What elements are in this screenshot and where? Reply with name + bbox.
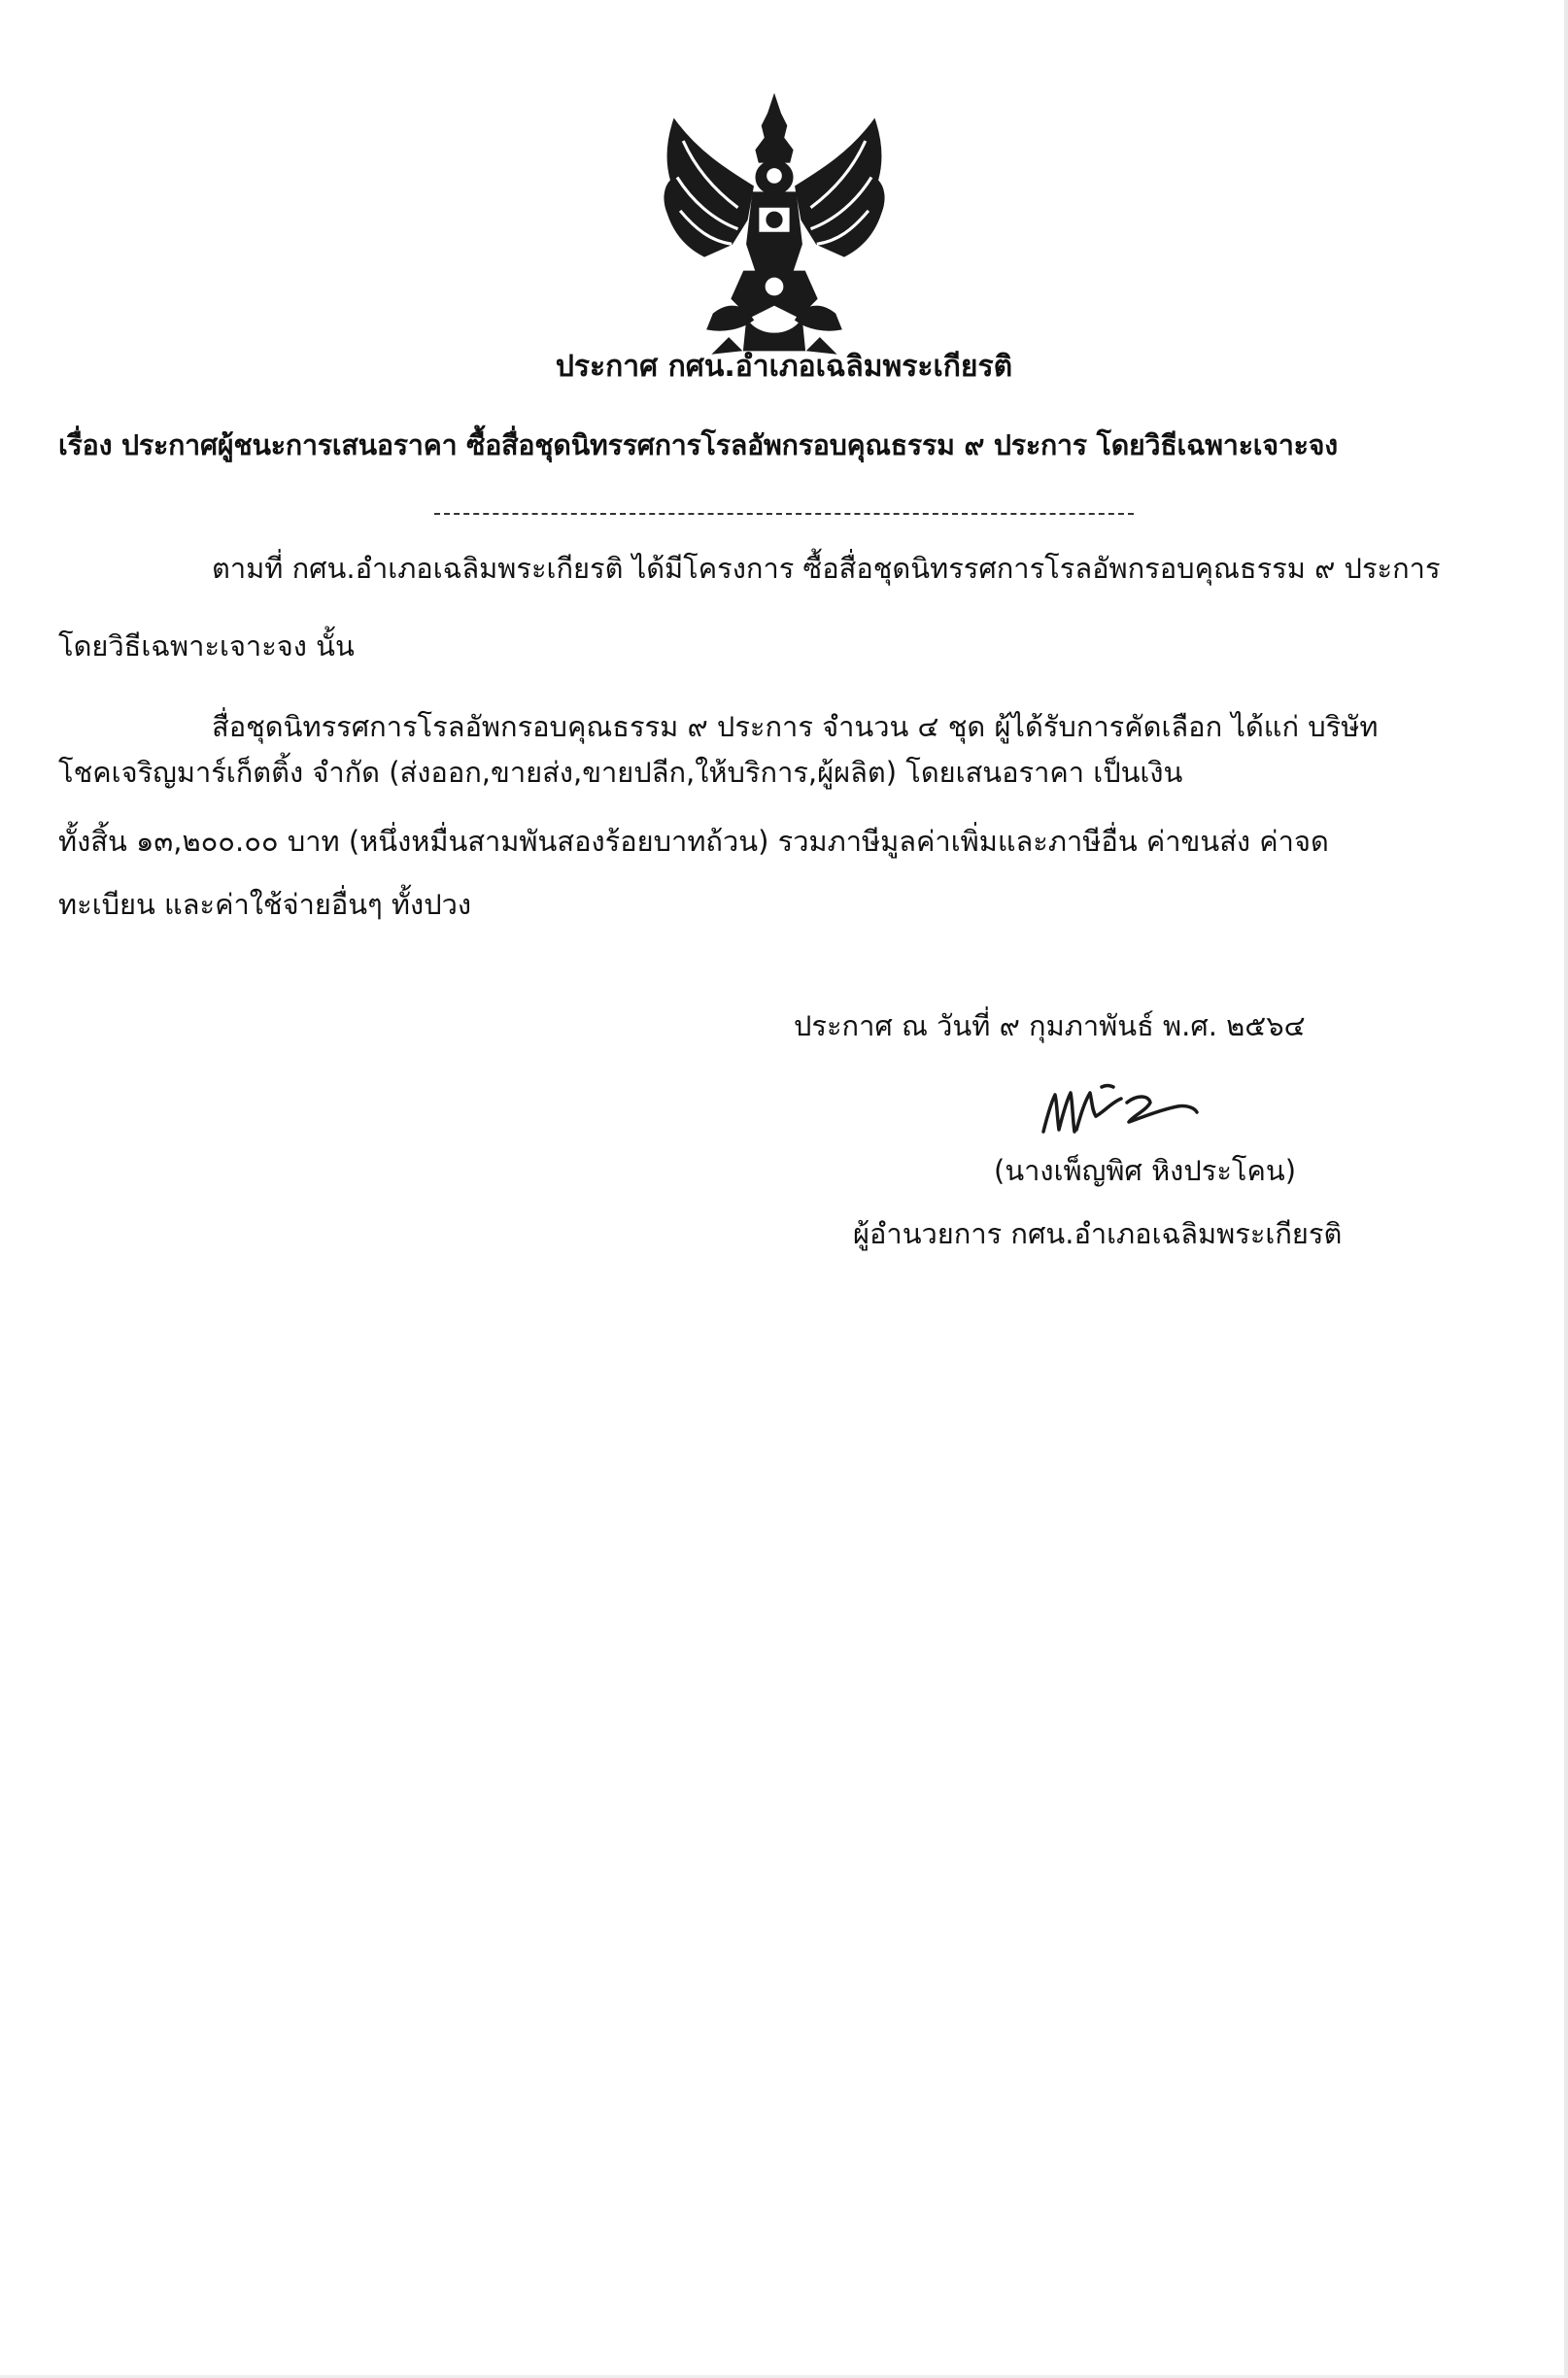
body-line: โดยวิธีเฉพาะเจาะจง นั้น <box>58 629 355 662</box>
announcement-title: ประกาศ กศน.อำเภอเฉลิมพระเกียรติ <box>555 350 1013 384</box>
signer-name: (นางเพ็ญพิศ หิงประโคน) <box>994 1154 1297 1187</box>
body-line: ตามที่ กศน.อำเภอเฉลิมพระเกียรติ ได้มีโครงการ ซื้อสื่อชุดนิทรรศการโรลอัพกรอบคุณธรรม ๙ ประการ <box>212 552 1441 585</box>
announcement-subject: เรื่อง ประกาศผู้ชนะการเสนอราคา ซื้อสื่อชุดนิทรรศการโรลอัพกรอบคุณธรรม ๙ ประการ โดยวิธีเฉพาะเจาะจง <box>58 429 1338 461</box>
body-line: ทั้งสิ้น ๑๓,๒๐๐.๐๐ บาท (หนึ่งหมื่นสามพันสองร้อยบาทถ้วน) รวมภาษีมูลค่าเพิ่มและภาษีอื่น ค่าขนส่ง ค่าจด <box>58 825 1329 858</box>
garuda-emblem-icon <box>653 92 896 359</box>
signer-position: ผู้อำนวยการ กศน.อำเภอเฉลิมพระเกียรติ <box>853 1217 1343 1250</box>
body-line: โชคเจริญมาร์เก็ตติ้ง จำกัด (ส่งออก,ขายส่ง,ขายปลีก,ให้บริการ,ผู้ผลิต) โดยเสนอราคา เป็นเงิน <box>58 756 1183 789</box>
body-line: สื่อชุดนิทรรศการโรลอัพกรอบคุณธรรม ๙ ประการ จำนวน ๔ ชุด ผู้ได้รับการคัดเลือก ได้แก่ บริษัท <box>212 710 1379 743</box>
handwritten-signature-icon <box>1032 1073 1202 1151</box>
announcement-date: ประกาศ ณ วันที่ ๙ กุมภาพันธ์ พ.ศ. ๒๕๖๔ <box>794 1009 1306 1042</box>
body-line: ทะเบียน และค่าใช้จ่ายอื่นๆ ทั้งปวง <box>58 888 472 921</box>
separator-line <box>434 513 1134 515</box>
